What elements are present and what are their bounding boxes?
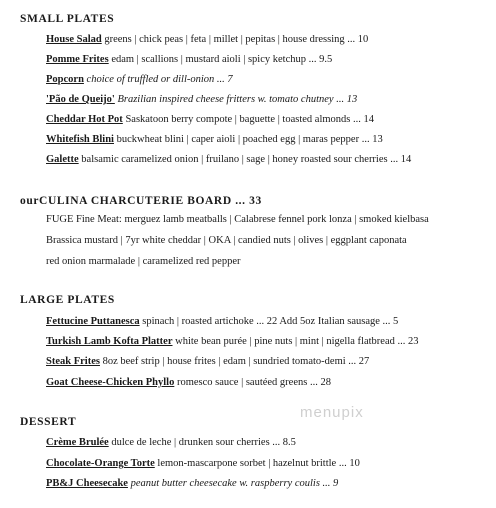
item-desc: Brazilian inspired cheese fritters w. tomato chutney ... 13 [117,94,358,105]
item-name: Cheddar Hot Pot [46,114,123,125]
item-name: Goat Cheese-Chicken Phyllo [46,377,175,388]
item-desc: peanut butter cheesecake w. raspberry coulis ... 9 [130,478,339,489]
menu-item-steak-frites [46,355,369,369]
charcuterie-line: Brassica mustard | 7yr white cheddar | OKA | candied nuts | olives | eggplant caponata [46,235,407,246]
menu-item-cheddar-hot-pot [46,113,374,127]
item-name: Steak Frites [46,356,100,367]
item-desc: dulce de leche | drunken sour cherries ... 8.5 [111,437,296,448]
item-desc: 8oz beef strip | house frites | edam | sundried tomato-demi ... 27 [102,356,370,367]
item-name: PB&J Cheesecake [46,478,128,489]
menu-item-chocolate-orange-torte [46,457,360,471]
menu-item-creme-brulee [46,436,296,450]
item-name: Whitefish Blini [46,134,114,145]
item-desc: romesco sauce | sautéed greens ... 28 [176,377,331,388]
item-name: Crème Brulée [46,437,109,448]
section-title-large-plates: LARGE PLATES [20,294,115,306]
menu-item-galette [46,153,411,167]
menu-item-pbj-cheesecake [46,477,338,491]
item-desc: lemon-mascarpone sorbet | hazelnut brittle ... 10 [157,458,360,469]
menupix-watermark: menupix [300,404,364,421]
section-title-charcuterie-board: ourCULINA CHARCUTERIE BOARD ... 33 [20,195,262,207]
item-desc: spinach | roasted artichoke ... 22 Add 5oz Italian sausage ... 5 [142,316,399,327]
item-desc: buckwheat blini | caper aioli | poached egg | maras pepper ... 13 [116,134,383,145]
item-name: Fettucine Puttanesca [46,316,140,327]
menu-item-house-salad [46,33,368,47]
menu-item-whitefish-blini [46,133,383,147]
menu-item-pao-de-queijo [46,93,357,107]
menu-item-pomme-frites [46,53,332,67]
item-name: Popcorn [46,74,84,85]
item-name: Turkish Lamb Kofta Platter [46,336,173,347]
menu-item-goat-cheese-chicken-phyllo [46,376,331,390]
item-desc: choice of truffled or dill-onion ... 7 [86,74,233,85]
item-name: Galette [46,154,79,165]
menu-item-turkish-lamb-kofta [46,335,419,349]
item-desc: edam | scallions | mustard aioli | spicy ketchup ... 9.5 [111,54,333,65]
menu-item-popcorn [46,73,233,87]
item-name: Pomme Frites [46,54,109,65]
item-name: House Salad [46,34,102,45]
section-title-dessert: DESSERT [20,416,77,428]
item-name: Chocolate-Orange Torte [46,458,155,469]
item-desc: balsamic caramelized onion | fruilano | sage | honey roasted sour cherries ... 14 [81,154,412,165]
section-title-small-plates: SMALL PLATES [20,13,115,25]
item-desc: greens | chick peas | feta | millet | pepitas | house dressing ... 10 [104,34,369,45]
item-name: 'Pão de Queijo' [46,94,115,105]
item-desc: Saskatoon berry compote | baguette | toasted almonds ... 14 [125,114,375,125]
item-desc: white bean purée | pine nuts | mint | nigella flatbread ... 23 [175,336,419,347]
charcuterie-line: red onion marmalade | caramelized red pepper [46,256,241,267]
charcuterie-line: FUGE Fine Meat: merguez lamb meatballs | Calabrese fennel pork lonza | smoked kielbasa [46,214,429,225]
menu-item-fettucine-puttanesca [46,315,398,329]
